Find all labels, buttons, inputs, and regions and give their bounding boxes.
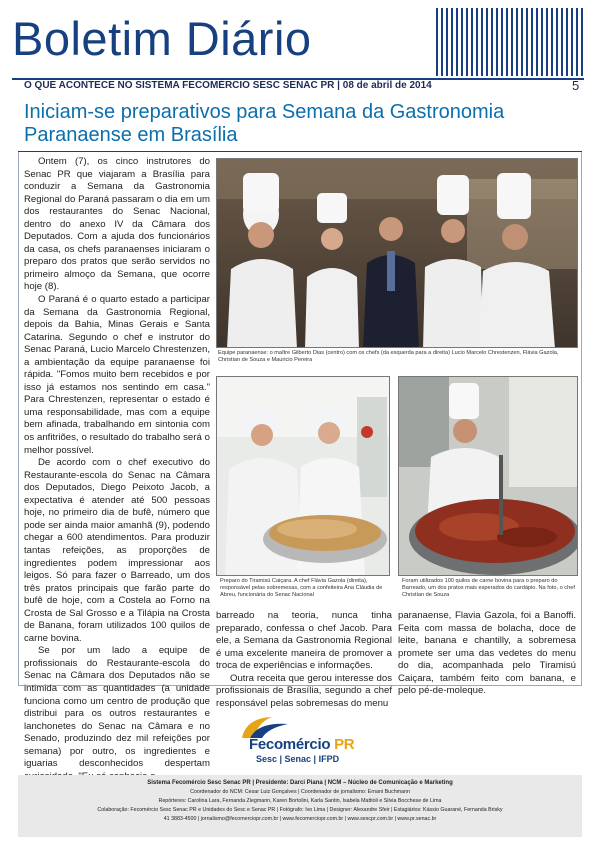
logo-name-suffix: PR <box>334 736 355 753</box>
footer-line: Colaboração: Fecomércio Sesc Senac PR e Unidades do Sesc e Senac PR | Fotógrafo: Ivo Lima | Designer: Alexandre Sfeir | Estagiários: Kássio Guarané, Fernanda Brisky <box>97 807 503 813</box>
masthead-subline: O QUE ACONTECE NO SISTEMA FECOMÉRCIO SESC SENAC PR | 08 de abril de 2014 <box>24 80 432 91</box>
team-photo <box>216 158 578 348</box>
article-headline: Iniciam-se preparativos para Semana da Gastronomia Paranaense em Brasília <box>24 101 505 146</box>
tiramisu-photo-caption: Preparo do Tiramisú Caiçara. A chef Flávia Gazola (direita), responsável pelas sobremesas, com a confeiteira Ana Cláudia de Abreu, funcionária do Senac Nacional <box>220 578 383 599</box>
logo-name: Fecomércio <box>249 736 331 753</box>
barreado-photo-illustration <box>399 377 578 576</box>
article-column-middle <box>216 610 392 710</box>
logo-wordmark <box>249 736 354 753</box>
fecomercio-logo <box>236 714 376 764</box>
paragraph: De acordo com o chef executivo do Restaurante-escola do Senac na Câmara dos Deputados, Diego Peixoto Jacob, a expectativa é atender até 500 pessoas hoje, no primeiro dia de bufê, número que pode ser ainda maior amanhã (9), podendo chegar a 600 atendimentos. Para produzir tantas refeições, as proporções de ingredientes podem impressionar aos leigos. Só para fazer o Barreado, um dos três pratos principais que farão parte do bufê de hoje, com a Costela ao Forno na Crosta de Sal Grosso e a Tilápia na Crosta de Banana, foram utilizados 100 quilos de carne bovina. <box>24 457 210 644</box>
paragraph: Se por um lado a equipe de profissionais do Restaurante-escola do Senac na Câmara dos Deputados não se intimida com as quantidades (a unidade funciona como um centro de produção que distribui para os outros restaurantes e lanchonetes do Senac na Câmara e no Senado, produzindo dez mil refeições por semana) por outro, os ingredientes e iguarias desconhecidos despertam <box>24 645 210 770</box>
footer-line: 41 3883-4500 | jornalismo@fecomerciopr.com.br | www.fecomerciopr.com.br | www.sescpr.com.br | www.pr.senac.br <box>163 816 437 822</box>
tiramisu-photo-illustration <box>217 377 390 576</box>
paragraph: O Paraná é o quarto estado a participar da Semana da Gastronomia Regional, depois da Bahia, Minas Gerais e Santa Catarina. Segundo o chef e instrutor do Senac Paraná, Lucio Marcelo Chrestenzen, a ambientação da equipe paranaense foi rápida. "Fomos muito bem recebidos e por isso já estamos nos sentindo em casa." Para Chrestenzen, representar o estado é uma responsabilidade, mas com a equipe bem afinada, trabalhando em sintonia com os anfitriões, o resultado do trabalho será o melhor possível. <box>24 294 210 456</box>
paragraph: Ontem (7), os cinco instrutores do Senac PR que viajaram a Brasília para conduzir a Semana da Gastronomia Regional do Paraná passaram o dia em um dos restaurantes do Senac Nacional, dentro do anexo IV da Câmara dos Deputados. Com a ajuda dos funcionários da casa, os chefs paranaenses iniciaram o preparo dos pratos que serão servidos no primeiro almoço da Semana, que ocorre hoje (8). <box>24 156 210 293</box>
footer-credits <box>18 775 582 837</box>
footer-line: Coordenador do NCM: Cesar Luiz Gonçalves | Coordenador de jornalismo: Ernani Buchmann <box>190 789 410 795</box>
masthead <box>12 8 584 78</box>
footer-line: Repórteres: Carolina Lara, Fernanda Ziegmann, Karen Bortolini, Karla Santin, Isabela Mattioli e Silvia Bocchese de Lima <box>158 798 442 804</box>
masthead-stripes <box>436 8 584 76</box>
barreado-photo <box>398 376 578 576</box>
page-number: 5 <box>572 78 580 93</box>
team-photo-caption: Equipe paranaense: o maître Gilberto Dias (centro) com os chefs (da esquerda para a direita) Lucio Marcelo Chrestenzen, Flávia Gazola, Christian de Souza e Mauricio Pereira <box>218 350 559 364</box>
paragraph: Outra receita que gerou interesse dos profissionais de Brasília, segundo a chef responsável pelas sobremesas do menu <box>216 672 392 709</box>
tiramisu-photo <box>216 376 390 576</box>
paragraph: paranaense, Flavia Gazola, foi a Banoffi. Feita com massa de bolacha, doce de leite, banana e chantilly, a sobremesa promete ser uma das vedetes do menu do dia, acompanhada pelo Tiramisú Caiçara, também feito com banana, e pelo pé-de-moleque. <box>398 610 576 697</box>
barreado-photo-caption: Foram utilizados 100 quilos de carne bovina para o preparo do Barreado, um dos pratos mais esperados do cardápio. Na foto, o chef Christian de Souza <box>402 578 575 599</box>
newsletter-title: Boletim Diário <box>12 12 312 65</box>
footer-line: Sistema Fecomércio Sesc Senac PR | Presidente: Darci Piana | NCM – Núcleo de Comunicação e Marketing <box>147 780 453 786</box>
article-column-left <box>24 156 210 783</box>
article-column-right <box>398 610 576 698</box>
logo-subtitle: Sesc | Senac | IFPD <box>256 754 340 764</box>
paragraph: barreado na teoria, nunca tinha preparado, confessa o chef Jacob. Para ele, a Semana da Gastronomia Regional é uma excelente maneira de promover a troca de experiências e informações. <box>216 610 392 672</box>
team-photo-illustration <box>217 159 578 348</box>
